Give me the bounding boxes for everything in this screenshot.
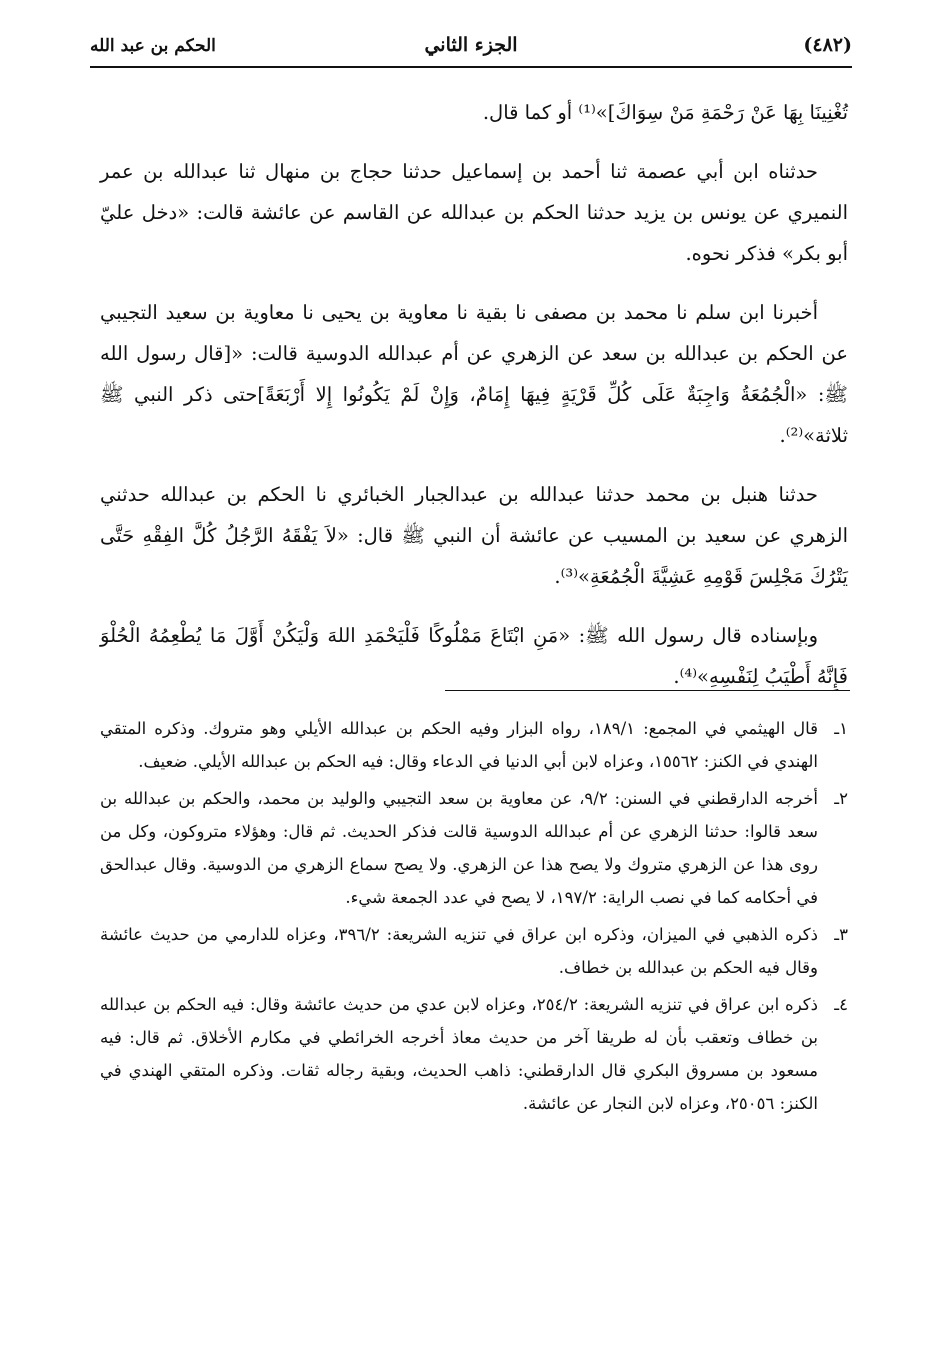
- footnote-divider: [445, 690, 850, 691]
- header-rule: [90, 66, 852, 68]
- footnote-number: ٤ـ: [834, 995, 848, 1014]
- paragraph: أخبرنا ابن سلم نا محمد بن مصفى نا بقية نا معاوية بن يحيى نا معاوية بن سعيد التجيبي عن الحكم بن عبدالله بن سعد عن الزهري عن أم عبدالله الدوسية قالت: «[قال رسول الله ﷺ: «الْجُمُعَةُ وَاجِبَةٌ عَلَى كُلِّ قَرْيَةٍ فِيهَا إِمَامٌ، وَإِنْ لَمْ يَكُونُوا إِلا أَرْبَعَةً]حتى ذكر النبي ﷺ ثلاثة»⁽²⁾.: [100, 301, 848, 447]
- main-text: [100, 92, 848, 715]
- footnote-text: أخرجه الدارقطني في السنن: ٩/٢، عن معاوية بن سعد التجيبي والوليد بن محمد، والحكم بن عبدالله بن سعد قالوا: حدثنا الزهري عن أم عبدالله الدوسية قالت فذكر الحديث. ثم قال: وهؤلاء متروكون، وكل من روى هذا عن الزهري متروك ولا يصح هذا عن الزهري. ولا يصح سماع الزهري من الدوسية. وقال عبدالحق في أحكامه كما في نصب الراية: ١٩٧/٢، لا يصح في عدد الجمعة شيء.: [100, 789, 818, 907]
- header-name: الحكم بن عبد الله: [90, 36, 216, 56]
- paragraph: حدثناه ابن أبي عصمة ثنا أحمد بن إسماعيل حدثنا حجاج بن منهال ثنا عبدالله بن عمر النميري عن يونس بن يزيد حدثنا الحكم بن عبدالله عن القاسم عن عائشة قالت: «دخل عليّ أبو بكر» فذكر نحوه.: [100, 160, 848, 265]
- paragraph: حدثنا هنبل بن محمد حدثنا عبدالله بن عبدالجبار الخبائري نا الحكم بن عبدالله حدثني الزهري عن سعيد بن المسيب عن عائشة أن النبي ﷺ قال: «لاَ يَفْقَهُ الرَّجُلُ كُلَّ الفِقْهِ حَتَّى يَتْرُكَ مَجْلِسَ قَوْمِهِ عَشِيَّةَ الْجُمُعَةِ»⁽³⁾.: [100, 483, 848, 588]
- page-header: [90, 28, 852, 68]
- footnote: [100, 988, 848, 1120]
- footnote-text: ذكره الذهبي في الميزان، وذكره ابن عراق في تنزيه الشريعة: ٣٩٦/٢، وعزاه للدارمي من حديث عائشة وقال فيه الحكم بن عبدالله بن خطاف.: [100, 925, 818, 977]
- header-page-number: (٤٨٢): [803, 34, 852, 56]
- paragraph: تُغْنِينَا بِهَا عَنْ رَحْمَةِ مَنْ سِوَاكَ]»⁽¹⁾ أو كما قال.: [482, 101, 848, 124]
- paragraph: وبإسناده قال رسول الله ﷺ: «مَنِ ابْتَاعَ مَمْلُوكًا فَلْيَحْمَدِ اللهَ وَلْيَكُنْ أَوَّلَ مَا يُطْعِمُهُ الْحُلْوَ فَإِنَّهُ أَطْيَبُ لِنَفْسِهِ»⁽⁴⁾.: [100, 624, 848, 688]
- header-part: الجزء الثاني: [424, 34, 518, 56]
- footnote-number: ١ـ: [834, 719, 848, 738]
- footnotes: [100, 712, 848, 1124]
- footnote: [100, 782, 848, 914]
- footnote-text: ذكره ابن عراق في تنزيه الشريعة: ٢٥٤/٢، وعزاه لابن عدي من حديث عائشة وقال: فيه الحكم بن عبدالله بن خطاف وتعقب بأن له طريقا آخر من حديث معاذ أخرجه الخرائطي في مكارم الأخلاق. ثم قال: فيه مسعود بن مسروق البكري قال الدارقطني: ذاهب الحديث، وبقية رجاله ثقات. وذكره المتقي الهندي في الكنز: ٢٥٠٥٦، وعزاه لابن النجار عن عائشة.: [100, 995, 818, 1113]
- footnote-number: ٣ـ: [834, 925, 848, 944]
- footnote: [100, 712, 848, 778]
- footnote-text: قال الهيثمي في المجمع: ١٨٩/١، رواه البزار وفيه الحكم بن عبدالله الأيلي وهو متروك. وذكره المتقي الهندي في الكنز: ١٥٥٦٢، وعزاه لابن أبي الدنيا في الدعاء وقال: فيه الحكم بن عبدالله الأيلي. ضعيف.: [100, 719, 819, 771]
- footnote: [100, 918, 848, 984]
- footnote-number: ٢ـ: [834, 789, 848, 808]
